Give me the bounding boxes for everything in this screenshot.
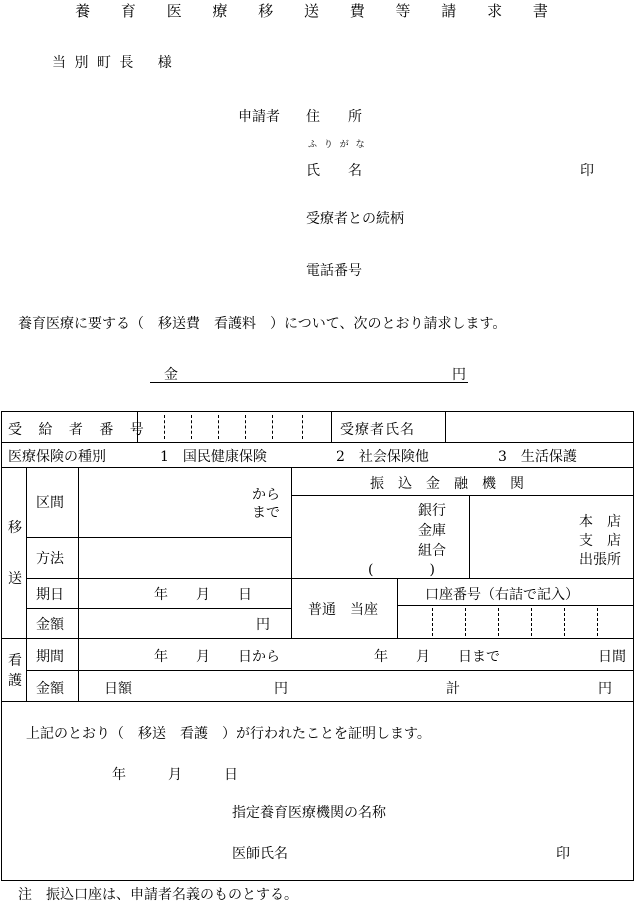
nursing-label-1: 看 <box>8 653 22 669</box>
institution-label: 指定養育医療機関の名称 <box>232 805 386 821</box>
applicant-seal: 印 <box>580 163 594 179</box>
insurance-option-3: 3 生活保護 <box>498 449 577 465</box>
form-title: 養 育 医 療 移 送 費 等 請 求 書 <box>75 2 561 20</box>
doctor-label: 医師氏名 <box>232 846 288 862</box>
branch-type-2: 支 店 <box>579 533 621 549</box>
date-value: 年 月 日 <box>154 587 252 603</box>
amount-line <box>150 364 468 383</box>
date-label: 期日 <box>36 587 64 603</box>
amount-suffix: 円 <box>452 367 466 383</box>
bank-paren: ( ) <box>368 562 435 578</box>
period-days: 日間 <box>598 649 626 665</box>
bank-type-1: 銀行 <box>418 503 446 519</box>
claim-table <box>1 411 634 881</box>
bank-header: 振 込 金 融 機 関 <box>370 476 524 492</box>
patient-name-label: 受療者氏名 <box>340 422 415 438</box>
insurance-option-2: 2 社会保険他 <box>336 449 429 465</box>
note: 注 振込口座は、申請者名義のものとする。 <box>18 887 298 903</box>
section-label: 区間 <box>36 495 64 511</box>
furigana-label: ふ り が な <box>308 140 367 150</box>
recipient-no-label: 受 給 者 番 号 <box>8 422 150 438</box>
phone-label: 電話番号 <box>306 263 362 279</box>
method-label: 方法 <box>36 551 64 567</box>
addressee: 当 別 町 長 様 <box>52 55 174 71</box>
transfer-amount-yen: 円 <box>256 617 270 633</box>
nursing-label-2: 護 <box>8 673 22 689</box>
period-from: 年 月 日から <box>154 649 280 665</box>
period-label: 期間 <box>36 649 64 665</box>
total-label: 計 <box>446 681 460 697</box>
transfer-amount-label: 金額 <box>36 617 64 633</box>
daily-yen: 円 <box>274 681 288 697</box>
bank-type-3: 組合 <box>418 543 446 559</box>
name-label: 氏 名 <box>306 163 362 179</box>
cert-sentence: 上記のとおり（ 移送 看護 ）が行われたことを証明します。 <box>26 726 431 742</box>
total-yen: 円 <box>598 681 612 697</box>
cert-date: 年 月 日 <box>112 767 238 783</box>
relation-label: 受療者との続柄 <box>306 211 404 227</box>
insurance-label: 医療保険の種別 <box>8 449 106 465</box>
bank-type-2: 金庫 <box>418 523 446 539</box>
transfer-label-2: 送 <box>8 571 22 587</box>
request-sentence: 養育医療に要する（ 移送費 看護料 ）について、次のとおり請求します。 <box>18 316 507 332</box>
account-type: 普通 当座 <box>308 602 378 618</box>
from-label: から <box>252 487 280 503</box>
doctor-seal: 印 <box>556 846 570 862</box>
to-label: まで <box>252 505 280 521</box>
address-label: 住 所 <box>306 109 362 125</box>
daily-label: 日額 <box>104 681 132 697</box>
branch-type-3: 出張所 <box>579 552 621 568</box>
insurance-option-1: 1 国民健康保険 <box>160 449 267 465</box>
period-to: 年 月 日まで <box>374 649 500 665</box>
transfer-label-1: 移 <box>8 520 22 536</box>
branch-type-1: 本 店 <box>579 514 621 530</box>
applicant-label: 申請者 <box>238 109 280 125</box>
amount-prefix: 金 <box>164 367 178 383</box>
nursing-amount-label: 金額 <box>36 681 64 697</box>
account-no-label: 口座番号（右詰で記入） <box>425 587 579 603</box>
